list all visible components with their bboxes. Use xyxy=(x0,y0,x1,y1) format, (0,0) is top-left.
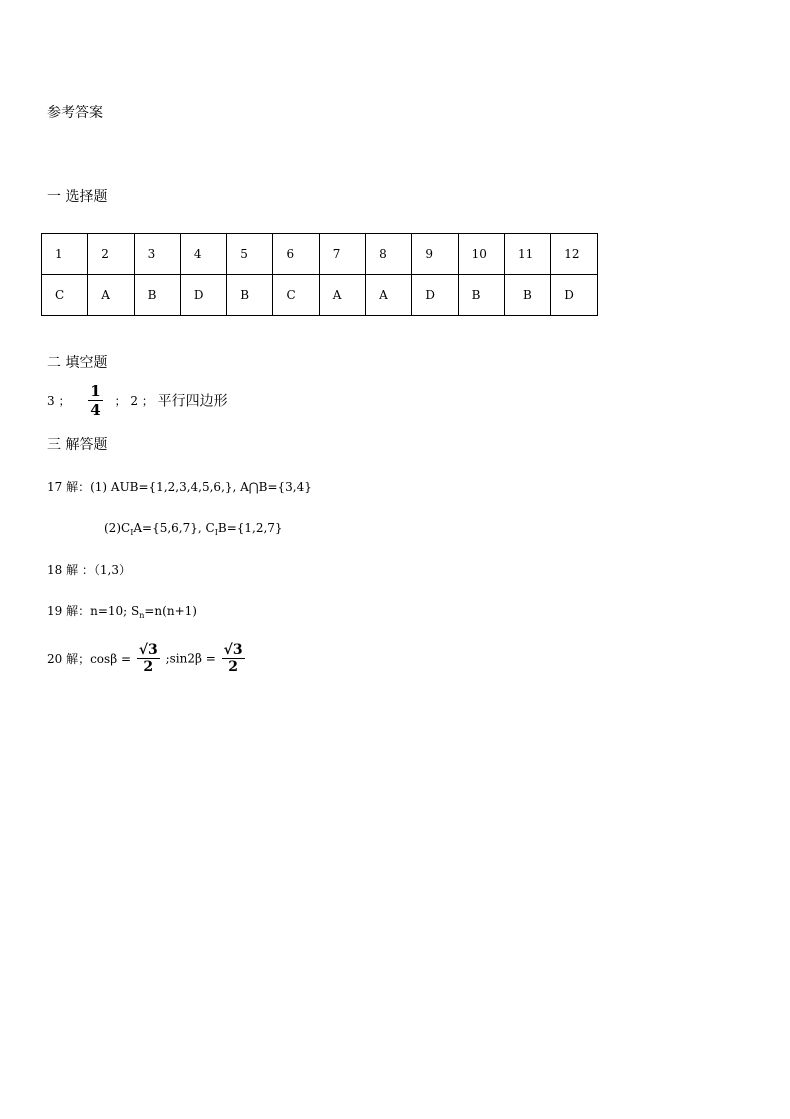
table-cell: 10 xyxy=(458,234,504,275)
fraction-numerator: √3 xyxy=(138,642,158,658)
table-row-numbers xyxy=(42,234,598,275)
q17-text: A={5,6,7}, C xyxy=(133,521,215,535)
q17-line1: 17 解：(1) AUB={1,2,3,4,5,6,}, A⋂B={3,4} xyxy=(47,480,312,494)
table-cell: C xyxy=(273,275,319,316)
table-cell: D xyxy=(412,275,458,316)
fraction-one-quarter xyxy=(88,382,102,419)
fill-answer-line xyxy=(47,382,228,419)
table-cell: C xyxy=(42,275,88,316)
q19-line xyxy=(47,602,197,620)
q17-subscript: I xyxy=(214,528,218,537)
q20-line xyxy=(47,642,247,675)
table-cell: 11 xyxy=(504,234,550,275)
table-cell: B xyxy=(504,275,550,316)
q19-subscript: n xyxy=(139,611,145,620)
q17-text: B={1,2,7} xyxy=(217,521,283,535)
fraction-denominator: 2 xyxy=(222,658,245,675)
table-cell: A xyxy=(88,275,134,316)
q17-subscript: I xyxy=(130,528,134,537)
fraction-numerator: √3 xyxy=(223,642,243,658)
q18-line: 18 解 ：（1,3） xyxy=(47,563,131,577)
table-cell: 2 xyxy=(88,234,134,275)
answer-table xyxy=(41,233,598,316)
fill-answer-first: 3 ； xyxy=(47,394,71,408)
table-cell: 4 xyxy=(180,234,226,275)
table-cell: 12 xyxy=(551,234,597,275)
q17-line2 xyxy=(104,521,283,537)
table-cell: D xyxy=(180,275,226,316)
q19-text: 19 解：n=10; S xyxy=(47,604,140,618)
table-cell: 8 xyxy=(366,234,412,275)
table-cell: 5 xyxy=(227,234,273,275)
fraction-denominator: 2 xyxy=(137,658,160,675)
page-title: 参考答案 xyxy=(47,105,103,121)
table-row-answers xyxy=(42,275,598,316)
table-cell: D xyxy=(551,275,597,316)
q17-text: (2)C xyxy=(104,521,131,535)
fill-answer-rest: ； 2 ； xyxy=(114,394,154,408)
section-heading-choice: 一 选择题 xyxy=(47,189,108,205)
section-heading-solve: 三 解答题 xyxy=(47,437,108,453)
fraction-denominator: 4 xyxy=(90,401,101,419)
q19-text: =n(n+1) xyxy=(144,604,197,618)
table-cell: 3 xyxy=(134,234,180,275)
table-cell: 1 xyxy=(42,234,88,275)
fraction-sqrt3-over-2 xyxy=(222,642,245,675)
table-cell: 7 xyxy=(319,234,365,275)
table-cell: 9 xyxy=(412,234,458,275)
fraction-numerator: 1 xyxy=(90,382,101,400)
table-cell: A xyxy=(319,275,365,316)
table-cell: 6 xyxy=(273,234,319,275)
table-cell: A xyxy=(366,275,412,316)
q20-text: ;sin2β = xyxy=(165,651,216,666)
fraction-sqrt3-over-2 xyxy=(137,642,160,675)
table-cell: B xyxy=(227,275,273,316)
fill-answer-shape: 平行四边形 xyxy=(157,393,228,410)
table-cell: B xyxy=(134,275,180,316)
section-heading-fill: 二 填空题 xyxy=(47,355,108,371)
table-cell: B xyxy=(458,275,504,316)
q20-text: 20 解；cosβ = xyxy=(47,652,131,666)
